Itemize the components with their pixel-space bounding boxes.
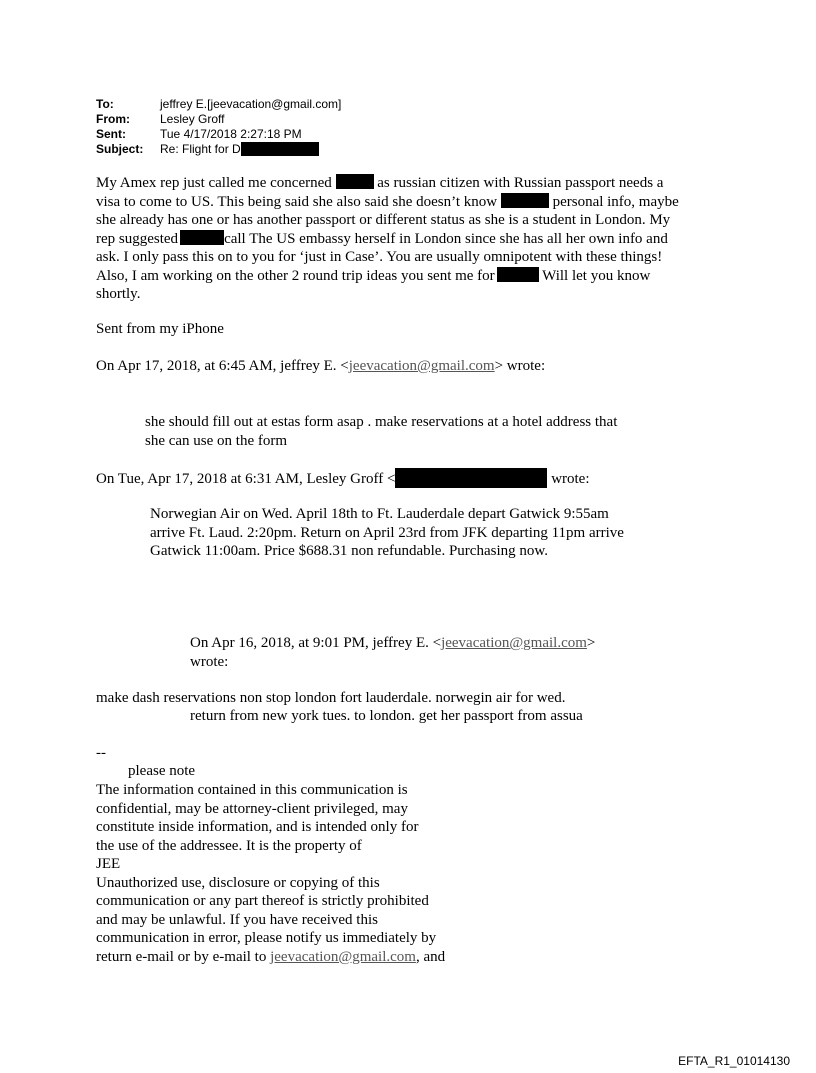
quote2-intro-tail: wrote:	[551, 471, 590, 487]
disclaimer-line: communication or any part thereof is strictly prohibited	[96, 893, 429, 909]
quote3-line: return from new york tues. to london. get her passport from assua	[190, 708, 583, 724]
body-text: Will let you know	[542, 267, 651, 284]
redaction-block	[241, 142, 319, 156]
to-value: jeffrey E.[jeevacation@gmail.com]	[160, 97, 342, 111]
disclaimer-line: communication in error, please notify us immediately by	[96, 930, 437, 946]
quote1-intro	[96, 358, 545, 375]
quote1-line: she can use on the form	[145, 432, 288, 449]
sent-value: Tue 4/17/2018 2:27:18 PM	[160, 127, 302, 141]
disclaimer-line: constitute inside information, and is intended only for	[96, 819, 419, 835]
quote1-intro-tail: > wrote:	[494, 358, 546, 374]
quote1-line: she should fill out at estas form asap . make reservations at a hotel address that	[145, 414, 618, 430]
disclaimer-text: , and	[415, 948, 446, 965]
quote1-intro-text: On Apr 17, 2018, at 6:45 AM, jeffrey E. <	[96, 358, 349, 374]
body-line: she already has one or has another passport or different status as she is a student in London. My	[96, 212, 671, 228]
body-line	[96, 193, 679, 212]
quote3-intro-tail: >	[586, 635, 596, 651]
body-text: personal info, maybe	[552, 193, 679, 210]
quote3-wrote: wrote:	[190, 653, 229, 670]
disclaimer-line: The information contained in this communication is	[96, 782, 408, 798]
disclaimer-body	[96, 781, 445, 966]
body-text: Also, I am working on the other 2 round trip ideas you sent me for	[96, 267, 495, 284]
header-to-row	[96, 97, 341, 112]
email-link[interactable]: jeevacation@gmail.com	[348, 358, 495, 374]
quote2-line: arrive Ft. Laud. 2:20pm. Return on April 23rd from JFK departing 11pm arrive	[150, 524, 624, 541]
message-body	[96, 174, 679, 304]
to-label: To:	[96, 97, 114, 111]
from-value: Lesley Groff	[160, 112, 225, 126]
disclaimer-line	[96, 948, 445, 967]
subject-label: Subject:	[96, 142, 144, 156]
header-subject-row	[96, 142, 341, 157]
disclaimer-line: Unauthorized use, disclosure or copying of this	[96, 874, 380, 891]
disclaimer-line: the use of the addressee. It is the property of	[96, 837, 362, 854]
quote2-line: Norwegian Air on Wed. April 18th to Ft. Lauderdale depart Gatwick 9:55am	[150, 506, 609, 522]
body-line: ask. I only pass this on to you for ‘just in Case’. You are usually omnipotent with these things!	[96, 249, 663, 265]
redaction-block	[497, 267, 539, 282]
redaction-block	[336, 174, 374, 189]
signature-separator: --	[96, 745, 106, 761]
body-line: shortly.	[96, 286, 141, 302]
email-link[interactable]: jeevacation@gmail.com	[270, 948, 416, 965]
body-text: My Amex rep just called me concerned	[96, 175, 332, 191]
quote1-body	[145, 413, 617, 450]
body-text: rep suggested	[96, 230, 179, 247]
disclaimer-line: confidential, may be attorney-client privileged, may	[96, 800, 408, 817]
redaction-block	[180, 230, 224, 245]
header-from-row	[96, 112, 341, 127]
quote2-line: Gatwick 11:00am. Price $688.31 non refundable. Purchasing now.	[150, 543, 548, 559]
quote2-intro-text: On Tue, Apr 17, 2018 at 6:31 AM, Lesley Groff <	[96, 471, 396, 487]
email-link[interactable]: jeevacation@gmail.com	[441, 635, 587, 651]
redaction-block	[395, 468, 547, 488]
disclaimer-text: return e-mail or by e-mail to	[96, 948, 271, 965]
quote3-intro	[190, 634, 595, 671]
redaction-block	[501, 193, 549, 208]
body-text: visa to come to US. This being said she also said she doesn’t know	[96, 193, 498, 210]
quote3-intro-text: On Apr 16, 2018, at 9:01 PM, jeffrey E. <	[190, 635, 442, 651]
disclaimer-heading: please note	[128, 763, 196, 779]
quote2-intro	[96, 468, 590, 488]
email-header	[96, 97, 341, 157]
subject-value: Re: Flight for D	[160, 142, 241, 156]
from-label: From:	[96, 112, 130, 126]
quote3-line: make dash reservations non stop london fort lauderdale. norwegin air for wed.	[96, 690, 566, 706]
signature: Sent from my iPhone	[96, 321, 224, 337]
header-sent-row	[96, 127, 341, 142]
quote3-intro-line	[190, 634, 595, 653]
body-line	[96, 230, 679, 249]
body-text: call The US embassy herself in London since she has all her own info and	[224, 230, 668, 247]
disclaimer-line: JEE	[96, 856, 121, 872]
document-id: EFTA_R1_01014130	[678, 1054, 790, 1068]
body-line	[96, 174, 679, 193]
body-text: as russian citizen with Russian passport needs a	[377, 175, 664, 191]
body-line	[96, 267, 679, 286]
quote2-body	[150, 505, 624, 561]
sent-label: Sent:	[96, 127, 126, 141]
disclaimer-line: and may be unlawful. If you have received this	[96, 911, 378, 928]
